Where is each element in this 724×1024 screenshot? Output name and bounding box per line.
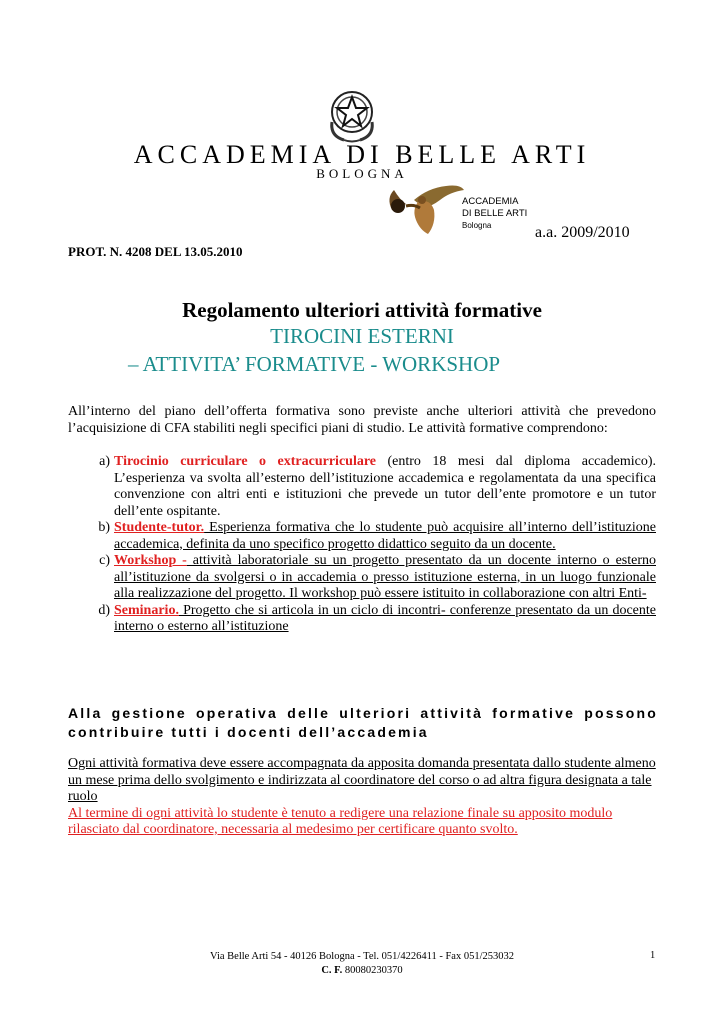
item-text: attività laboratoriale su un progetto presentato da un docente interno o esterno all’istituzione da svolgersi o in accademia o presso istituzione esterna, in un luogo funzionale alla realizzazione del progetto. Il workshop può essere istituito in collaborazione con altri Enti- [114, 553, 656, 601]
item-heading: Studente-tutor. [114, 520, 205, 535]
item-text: Progetto che si articola in un ciclo di incontri- conferenze presentato da un docente interno o esterno all’istituzione [114, 602, 656, 634]
list-item [68, 520, 656, 553]
procedure-paragraph [68, 756, 658, 839]
item-text: (entro 18 mesi dal diploma accademico). L’esperienza va svolta all’esterno dell’istituzione accademica e regolamentata da una specifica convenzione con altri enti e istituzioni che prevede un tutor dell’ente promotore e un tutor dell’ente ospitante. [114, 454, 656, 519]
list-marker: c) [99, 553, 110, 568]
management-heading: Alla gestione operativa delle ulteriori attività formative possono contribuire tutti i docenti dell’accademia [68, 705, 658, 740]
logo-line-1: ACCADEMIA [462, 196, 519, 207]
list-item [68, 553, 656, 603]
winged-figure-logo-icon [384, 180, 466, 238]
protocol-number: PROT. N. 4208 DEL 13.05.2010 [68, 244, 243, 259]
application-text: Ogni attività formativa deve essere accompagnata da apposita domanda presentata dallo studente almeno un mese prima dello svolgimento e indirizzata al coordinatore del corso o ad altra figura designata a tale ruolo [68, 756, 656, 804]
page-footer [0, 950, 724, 978]
academy-name: ACCADEMIA DI BELLE ARTI [133, 140, 591, 169]
document-title: Regolamento ulteriori attività formative [182, 298, 542, 322]
logo-line-2: DI BELLE ARTI [462, 208, 528, 219]
list-marker: a) [99, 454, 110, 469]
list-item [68, 454, 656, 520]
cf-label: C. F. [321, 965, 343, 976]
list-marker: b) [98, 520, 110, 535]
item-text: Esperienza formativa che lo studente può acquisire all’interno dell’istituzione accademica, definita da uno specifico progetto didattico seguito da un docente. [114, 520, 656, 552]
list-item [68, 603, 656, 636]
cf-value: 80080230370 [342, 965, 403, 976]
academic-year: a.a. 2009/2010 [535, 224, 630, 241]
document-subtitle-2: – ATTIVITA’ FORMATIVE - WORKSHOP [128, 352, 501, 376]
intro-paragraph: All’interno del piano dell’offerta formativa sono previste anche ulteriori attività che prevedono l’acquisizione di CFA stabiliti negli specifici piani di studio. Le attività formative comprendono: [68, 404, 656, 436]
item-heading: Seminario. [114, 602, 179, 618]
final-report-text: Al termine di ogni attività lo studente è tenuto a redigere una relazione finale su apposito modulo rilasciato dal coordinatore, necessaria al medesimo per certificare quanto svolto. [68, 805, 613, 837]
logo-caption [462, 196, 527, 232]
document-subtitle-1: TIROCINI ESTERNI [270, 324, 454, 348]
activity-list [68, 454, 656, 636]
footer-address: Via Belle Arti 54 - 40126 Bologna - Tel. 051/4226411 - Fax 051/253032 [210, 951, 514, 962]
item-heading: Workshop - [114, 553, 187, 568]
academy-city: BOLOGNA [316, 166, 408, 181]
republic-emblem-icon [322, 86, 382, 144]
footer-fiscal-code [0, 964, 724, 978]
item-heading: Tirocinio curriculare o extracurriculare [114, 454, 377, 469]
logo-line-3: Bologna [462, 221, 492, 230]
list-marker: d) [98, 602, 110, 618]
page-number: 1 [650, 950, 656, 961]
